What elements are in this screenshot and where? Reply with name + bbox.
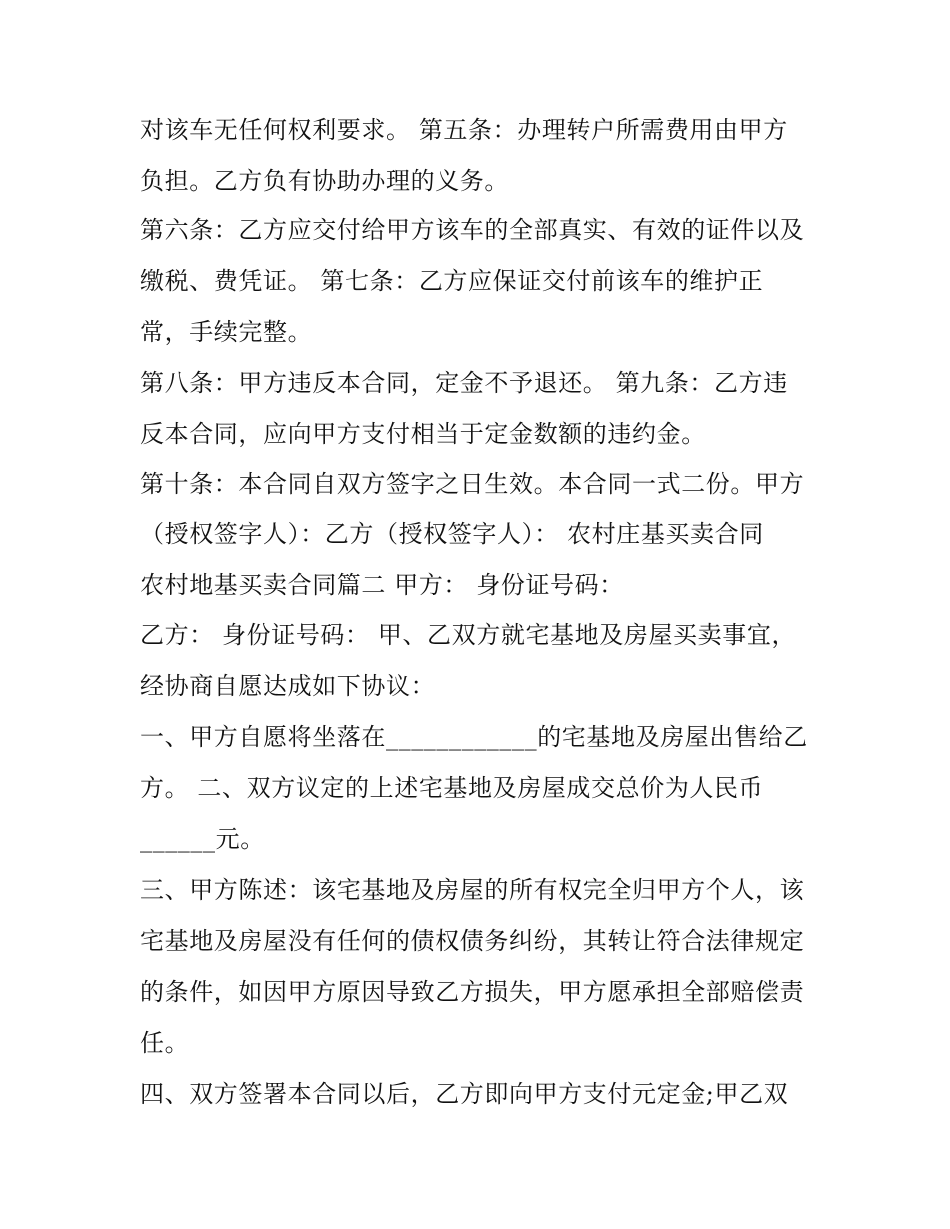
text-line: 三、甲方陈述：该宅基地及房屋的所有权完全归甲方个人，该 xyxy=(140,876,805,904)
text-line: 第八条：甲方违反本合同，定金不予退还。 第九条：乙方违 xyxy=(140,369,788,397)
text-line: 负担。乙方负有协助办理的义务。 xyxy=(140,167,509,195)
text-line: 缴税、费凭证。 第七条：乙方应保证交付前该车的维护正 xyxy=(140,267,764,295)
text-line: 经协商自愿达成如下协议： xyxy=(140,672,436,700)
text-line: ______元。 xyxy=(140,825,265,853)
text-line: 宅基地及房屋没有任何的债权债务纠纷，其转让符合法律规定 xyxy=(140,927,805,955)
text-line: 四、双方签署本合同以后，乙方即向甲方支付元定金;甲乙双 xyxy=(140,1080,789,1108)
text-line: 对该车无任何权利要求。 第五条：办理转户所需费用由甲方 xyxy=(140,116,788,144)
text-line: 农村地基买卖合同篇二 甲方： 身份证号码： xyxy=(140,571,624,599)
text-line: 一、甲方自愿将坐落在____________的宅基地及房屋出售给乙 xyxy=(140,723,808,751)
text-line: （授权签字人）：乙方（授权签字人）： 农村庄基买卖合同 xyxy=(140,520,764,548)
text-line: 第十条：本合同自双方签字之日生效。本合同一式二份。甲方 xyxy=(140,470,805,498)
text-line: 反本合同，应向甲方支付相当于定金数额的违约金。 xyxy=(140,420,706,448)
text-line: 方。 二、双方议定的上述宅基地及房屋成交总价为人民币 xyxy=(140,774,764,802)
text-line: 任。 xyxy=(140,1029,190,1057)
text-line: 常，手续完整。 xyxy=(140,318,313,346)
text-line: 的条件，如因甲方原因导致乙方损失，甲方愿承担全部赔偿责 xyxy=(140,978,805,1006)
text-line: 第六条：乙方应交付给甲方该车的全部真实、有效的证件以及 xyxy=(140,216,805,244)
text-line: 乙方： 身份证号码： 甲、乙双方就宅基地及房屋买卖事宜， xyxy=(140,621,797,649)
